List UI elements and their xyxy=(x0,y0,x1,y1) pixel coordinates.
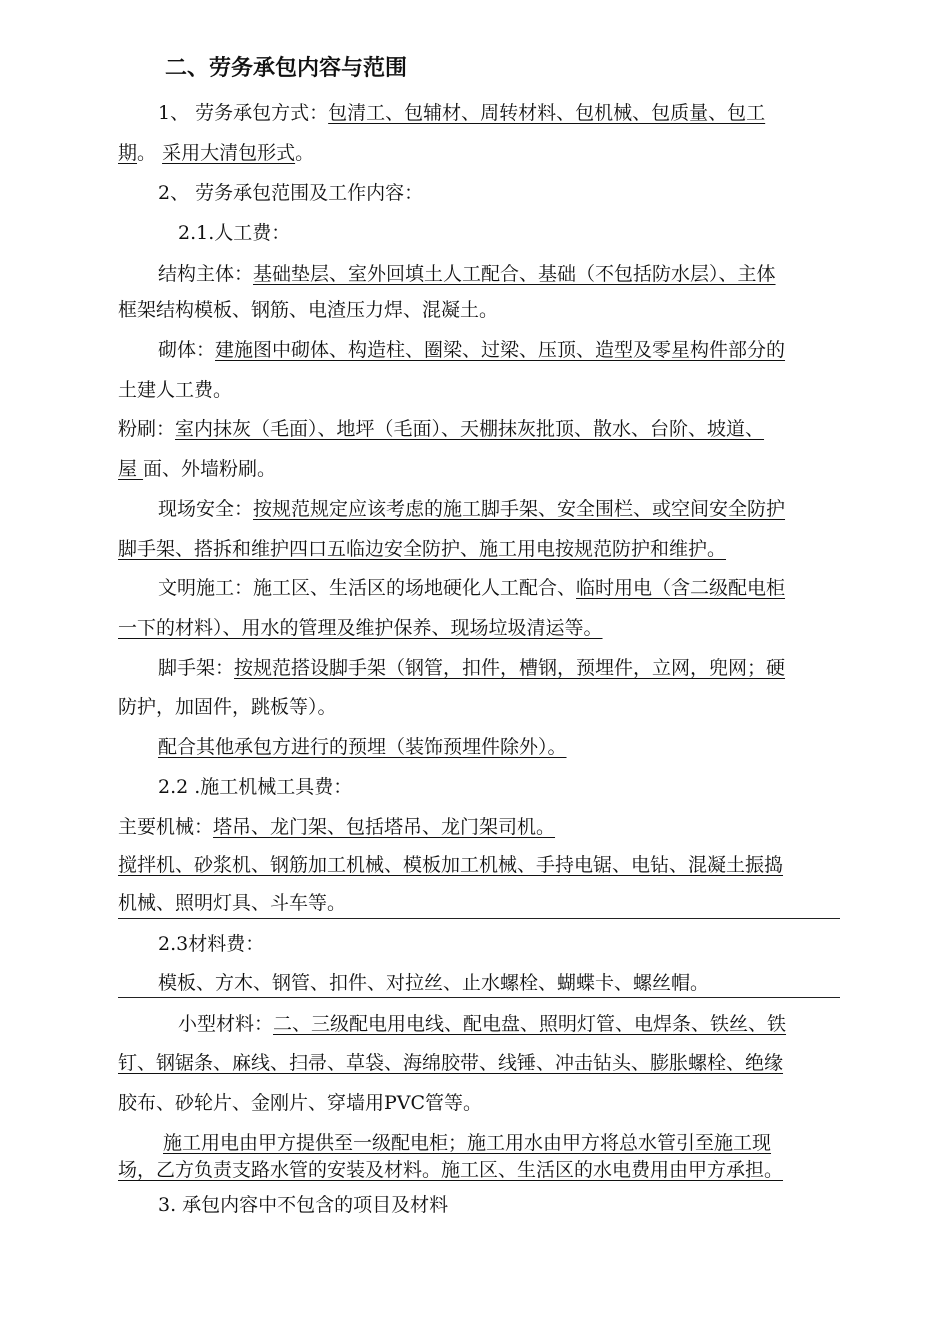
plaster-line-1 xyxy=(118,416,764,442)
utilities-line-2: 场，乙方负责支路水管的安装及材料。施工区、生活区的水电费用由甲方承担。 xyxy=(118,1159,784,1181)
scaffold-label: 脚手架： xyxy=(158,657,235,679)
structure-line-2: 框架结构模板、钢筋、电渣压力焊、混凝土。 xyxy=(118,299,499,321)
sub-2-3-title: 2.3材料费： xyxy=(158,933,265,955)
civil-line-2: 一下的材料）、用水的管理及维护保养、现场垃圾清运等。 xyxy=(118,617,603,639)
item-1-underlined-text: 包清工、包辅材、周转材料、包机械、包质量、包工 xyxy=(328,102,766,124)
mixer-line-2: 机械、照明灯具、斗车等。 xyxy=(118,892,347,914)
item-1-text: 。 xyxy=(137,142,163,164)
mixer-line-1: 搅拌机、砂浆机、钢筋加工机械、模板加工机械、手持电锯、电钻、混凝土振捣 xyxy=(118,854,784,876)
structure-line-1 xyxy=(158,261,776,287)
item-1-label: 1、 劳务承包方式： xyxy=(158,102,329,124)
sub-2-2-title: 2.2 .施工机械工具费： xyxy=(158,776,353,798)
main-machinery-label: 主要机械： xyxy=(118,816,214,838)
horizontal-rule-2 xyxy=(118,997,840,998)
structure-label: 结构主体： xyxy=(158,263,254,285)
small-materials-label: 小型材料： xyxy=(178,1013,274,1035)
plaster-underlined-text-2: 屋 xyxy=(118,458,144,480)
item-1-underlined-text-3: 采用大清包形式 xyxy=(162,142,296,164)
small-materials-line-1 xyxy=(178,1011,786,1037)
main-machinery-line xyxy=(118,814,555,840)
item-1-line-2 xyxy=(118,140,314,166)
small-materials-underlined-text: 二、三级配电用电线、配电盘、照明灯管、电焊条、铁丝、铁 xyxy=(273,1013,787,1035)
scaffold-line-2: 防护，加固件，跳板等）。 xyxy=(118,696,337,718)
plaster-underlined-text: 室内抹灰（毛面）、地坪（毛面）、天棚抹灰批顶、散水、台阶、坡道、 xyxy=(175,418,765,440)
main-machinery-underlined-text: 塔吊、龙门架、包括塔吊、龙门架司机。 xyxy=(213,816,556,838)
plaster-text: 面、外墙粉刷。 xyxy=(143,458,277,480)
small-materials-line-2: 钉、钢锯条、麻线、扫帚、草袋、海绵胶带、线锤、冲击钻头、膨胀螺栓、绝缘 xyxy=(118,1052,784,1074)
masonry-label: 砌体： xyxy=(158,339,216,361)
section-heading: 二、劳务承包内容与范围 xyxy=(165,56,408,81)
horizontal-rule xyxy=(118,918,840,919)
item-1-text-end: 。 xyxy=(295,142,315,164)
scaffold-line-1 xyxy=(158,655,785,681)
safety-line-2: 脚手架、搭拆和维护四口五临边安全防护、施工用电按规范防护和维护。 xyxy=(118,538,727,560)
masonry-line-2: 土建人工费。 xyxy=(118,379,233,401)
embed-line: 配合其他承包方进行的预埋（装饰预埋件除外）。 xyxy=(158,736,567,758)
item-1-line-1 xyxy=(158,100,765,126)
utilities-line-1: 施工用电由甲方提供至一级配电柜；施工用水由甲方将总水管引至施工现 xyxy=(163,1132,772,1154)
civil-line-1 xyxy=(158,575,785,601)
civil-underlined-text: 临时用电（含二级配电柜 xyxy=(576,577,786,599)
scaffold-underlined-text: 按规范搭设脚手架（钢管，扣件，槽钢，预埋件，立网，兜网；硬 xyxy=(234,657,786,679)
masonry-underlined-text: 建施图中砌体、构造柱、圈梁、过梁、压顶、造型及零星构件部分的 xyxy=(215,339,786,361)
sub-2-1-title: 2.1.人工费： xyxy=(178,222,291,244)
plaster-label: 粉刷： xyxy=(118,418,176,440)
masonry-line-1 xyxy=(158,337,785,363)
materials-line: 模板、方木、钢管、扣件、对拉丝、止水螺栓、蝴蝶卡、螺丝帽。 xyxy=(158,972,710,994)
safety-label: 现场安全： xyxy=(158,498,254,520)
structure-underlined-text: 基础垫层、室外回填土人工配合、基础（不包括防水层）、主体 xyxy=(253,263,776,285)
small-materials-line-3: 胶布、砂轮片、金刚片、穿墙用PVC管等。 xyxy=(118,1092,483,1114)
safety-underlined-text: 按规范规定应该考虑的施工脚手架、安全围栏、或空间安全防护 xyxy=(253,498,786,520)
civil-label: 文明施工：施工区、生活区的场地硬化人工配合、 xyxy=(158,577,577,599)
item-2-heading: 2、 劳务承包范围及工作内容： xyxy=(158,182,424,204)
item-3-heading: 3. 承包内容中不包含的项目及材料 xyxy=(158,1194,449,1216)
item-1-underlined-text-2: 期 xyxy=(118,142,138,164)
plaster-line-2 xyxy=(118,456,276,482)
safety-line-1 xyxy=(158,496,785,522)
